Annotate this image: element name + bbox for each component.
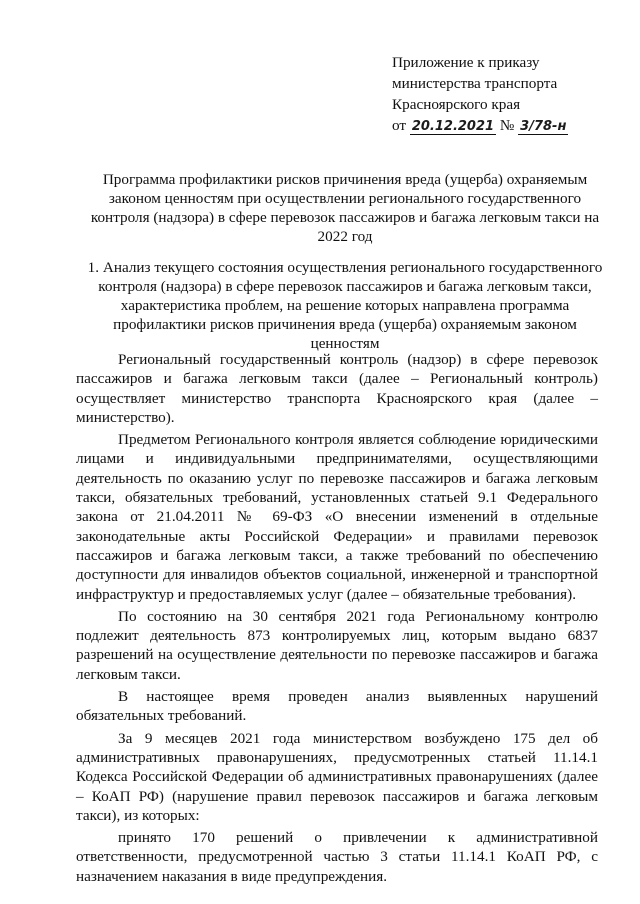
document-body [76, 350, 598, 886]
appendix-date-line [392, 115, 632, 136]
handwritten-number: 3/78-н [520, 119, 567, 134]
appendix-line-2: министерства транспорта [392, 75, 558, 92]
appendix-line-3: Красноярского края [392, 96, 521, 113]
paragraph: По состоянию на 30 сентября 2021 года Региональному контролю подлежит деятельность 873 контролируемых лиц, которым выдано 6837 разрешений на осуществление деятельности по перевозке пассажиров и багажа легковым такси. [76, 607, 598, 683]
section-title: 1. Анализ текущего состояния осуществления регионального государственного контроля (надзора) в сфере перевозок пассажиров и багажа легковым такси, характеристика проблем, на решение которых направлена программа профилактики рисков причинения вреда (ущерба) охраняемым законом ценностям [87, 259, 603, 352]
paragraph: принято 170 решений о привлечении к административной ответственности, предусмотренной частью 3 статьи 11.14.1 КоАП РФ, с назначением наказания в виде предупреждения. [76, 829, 598, 885]
handwritten-date: 20.12.2021 [411, 119, 495, 134]
paragraph: За 9 месяцев 2021 года министерством возбуждено 175 дел об административных правонарушениях, предусмотренных статьей 11.14.1 Кодекса Российской Федерации об административных правонарушениях (далее – КоАП РФ) (нарушение правил перевозок пассажиров и багажа легковым такси), из которых: [76, 729, 598, 824]
from-label: от [392, 117, 407, 134]
paragraph: Региональный государственный контроль (надзор) в сфере перевозок пассажиров и багажа легковым такси (далее – Региональный контроль) осуществляет министерство транспорта Красноярского края (далее – министерство). [76, 351, 598, 426]
paragraph: Предметом Регионального контроля является соблюдение юридическими лицами и индивидуальными предпринимателями, осуществляющими деятельность по оказанию услуг по перевозке пассажиров и багажа легковым такси, обязательных требований, установленных статьей 9.1 Федерального закона от 21.04.2011 № 69-ФЗ «О внесении изменений в отдельные законодательные акты Российской Федерации» и правилами перевозок пассажиров и багажа легковым такси, а также требований по обеспечению доступности для инвалидов объектов социальной, инженерной и транспортной инфраструктур и предоставляемых услуг (далее – обязательные требования). [76, 431, 598, 603]
paragraph: В настоящее время проведен анализ выявленных нарушений обязательных требований. [76, 688, 598, 725]
program-title: Программа профилактики рисков причинения вреда (ущерба) охраняемым законом ценностям при осуществлении регионального государственного контроля (надзора) в сфере перевозок пассажиров и багажа легковым такси на 2022 год [90, 171, 600, 245]
appendix-line-1: Приложение к приказу [392, 54, 540, 71]
number-label: № [499, 117, 515, 134]
appendix-header [392, 52, 632, 136]
